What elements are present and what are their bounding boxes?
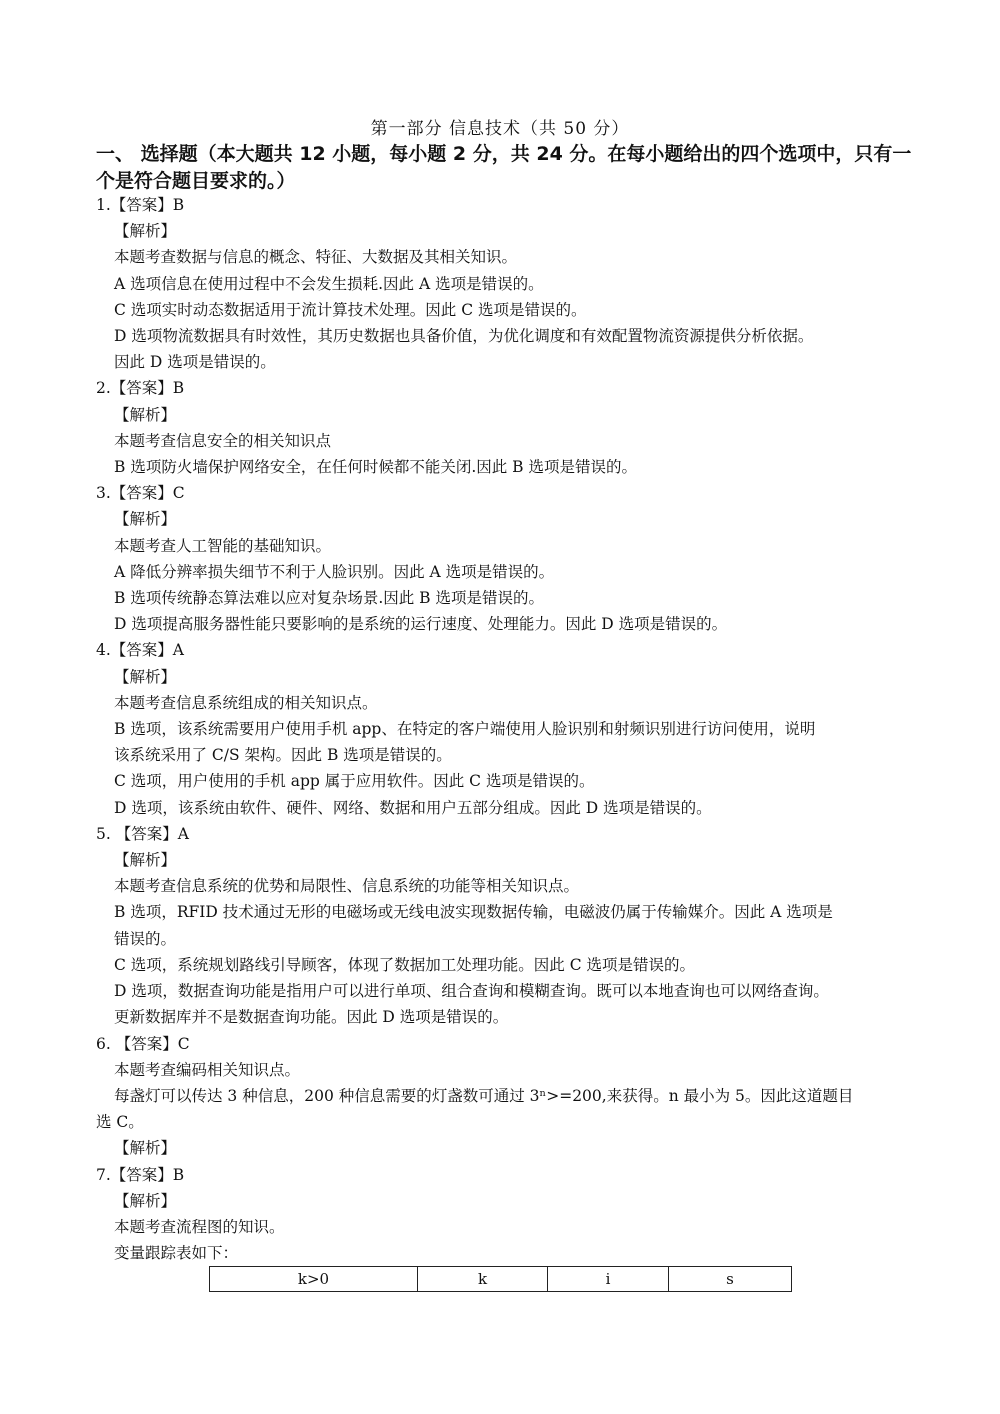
text-line: 6. 【答案】C — [96, 1034, 190, 1053]
text-line: D 选项，该系统由软件、硬件、网络、数据和用户五部分组成。因此 D 选项是错误的。 — [114, 798, 712, 817]
text-line: 2.【答案】B — [96, 379, 185, 398]
text-line: B 选项防火墙保护网络安全，在任何时候都不能关闭.因此 B 选项是错误的。 — [114, 458, 637, 477]
trace-header-s: s — [669, 1267, 792, 1292]
text-line: 该系统采用了 C/S 架构。因此 B 选项是错误的。 — [114, 746, 452, 765]
text-line: 本题考查人工智能的基础知识。 — [114, 536, 332, 555]
text-line: B 选项，RFID 技术通过无形的电磁场或无线电波实现数据传输，电磁波仍属于传输媒介。因此 A 选项是 — [114, 903, 833, 922]
text-line: 7.【答案】B — [96, 1165, 185, 1184]
text-line: 每盏灯可以传达 3 种信息，200 种信息需要的灯盏数可通过 3ⁿ>=200,来获得。n 最小为 5。因此这道题目 — [114, 1086, 854, 1105]
text-line: 4.【答案】A — [96, 641, 184, 660]
text-line: 本题考查信息系统的优势和局限性、信息系统的功能等相关知识点。 — [114, 877, 580, 896]
text-line: 更新数据库并不是数据查询功能。因此 D 选项是错误的。 — [114, 1008, 509, 1027]
text-line: A 选项信息在使用过程中不会发生损耗.因此 A 选项是错误的。 — [114, 274, 544, 293]
text-line: 5. 【答案】A — [96, 824, 189, 843]
text-line: D 选项物流数据具有时效性，其历史数据也具备价值，为优化调度和有效配置物流资源提供分析依据。 — [114, 327, 814, 346]
text-line: 因此 D 选项是错误的。 — [114, 353, 276, 372]
text-line: B 选项传统静态算法难以应对复杂场景.因此 B 选项是错误的。 — [114, 589, 544, 608]
text-line: C 选项实时动态数据适用于流计算技术处理。因此 C 选项是错误的。 — [114, 300, 587, 319]
text-line: 【解析】 — [114, 667, 177, 686]
text-line: 选 C。 — [96, 1113, 144, 1132]
text-line: 【解析】 — [114, 1139, 177, 1158]
text-line: 本题考查数据与信息的概念、特征、大数据及其相关知识。 — [114, 248, 518, 267]
text-line: B 选项，该系统需要用户使用手机 app、在特定的客户端使用人脸识别和射频识别进行访问使用，说明 — [114, 720, 816, 739]
trace-table-header-row — [210, 1267, 792, 1292]
trace-header-k-gt-0: k>0 — [210, 1267, 418, 1292]
text-line: D 选项提高服务器性能只要影响的是系统的运行速度、处理能力。因此 D 选项是错误的。 — [114, 615, 728, 634]
section-heading: 一、 选择题（本大题共 12 小题，每小题 2 分，共 24 分。在每小题给出的四个选项中，只有一个是符合题目要求的。） — [96, 143, 912, 192]
text-line: C 选项，用户使用的手机 app 属于应用软件。因此 C 选项是错误的。 — [114, 772, 595, 791]
trace-header-i: i — [548, 1267, 669, 1292]
trace-header-k: k — [418, 1267, 548, 1292]
text-line: 本题考查编码相关知识点。 — [114, 1060, 301, 1079]
text-line: A 降低分辨率损失细节不利于人脸识别。因此 A 选项是错误的。 — [114, 562, 555, 581]
text-line: D 选项，数据查询功能是指用户可以进行单项、组合查询和模糊查询。既可以本地查询也可以网络查询。 — [114, 982, 829, 1001]
text-line: 变量跟踪表如下： — [114, 1244, 239, 1263]
text-line: 【解析】 — [114, 222, 177, 241]
text-line: 【解析】 — [114, 510, 177, 529]
part-title: 第一部分 信息技术（共 50 分） — [370, 119, 630, 139]
text-line: 本题考查信息安全的相关知识点 — [114, 431, 332, 450]
text-line: C 选项，系统规划路线引导顾客，体现了数据加工处理功能。因此 C 选项是错误的。 — [114, 955, 696, 974]
text-line: 错误的。 — [114, 929, 177, 948]
answer-explanations — [96, 192, 908, 1266]
variable-trace-table — [209, 1266, 792, 1292]
text-line: 本题考查流程图的知识。 — [114, 1217, 285, 1236]
text-line: 【解析】 — [114, 851, 177, 870]
text-line: 3.【答案】C — [96, 484, 185, 503]
text-line: 【解析】 — [114, 405, 177, 424]
text-line: 本题考查信息系统组成的相关知识点。 — [114, 693, 378, 712]
text-line: 【解析】 — [114, 1191, 177, 1210]
text-line: 1.【答案】B — [96, 196, 185, 214]
